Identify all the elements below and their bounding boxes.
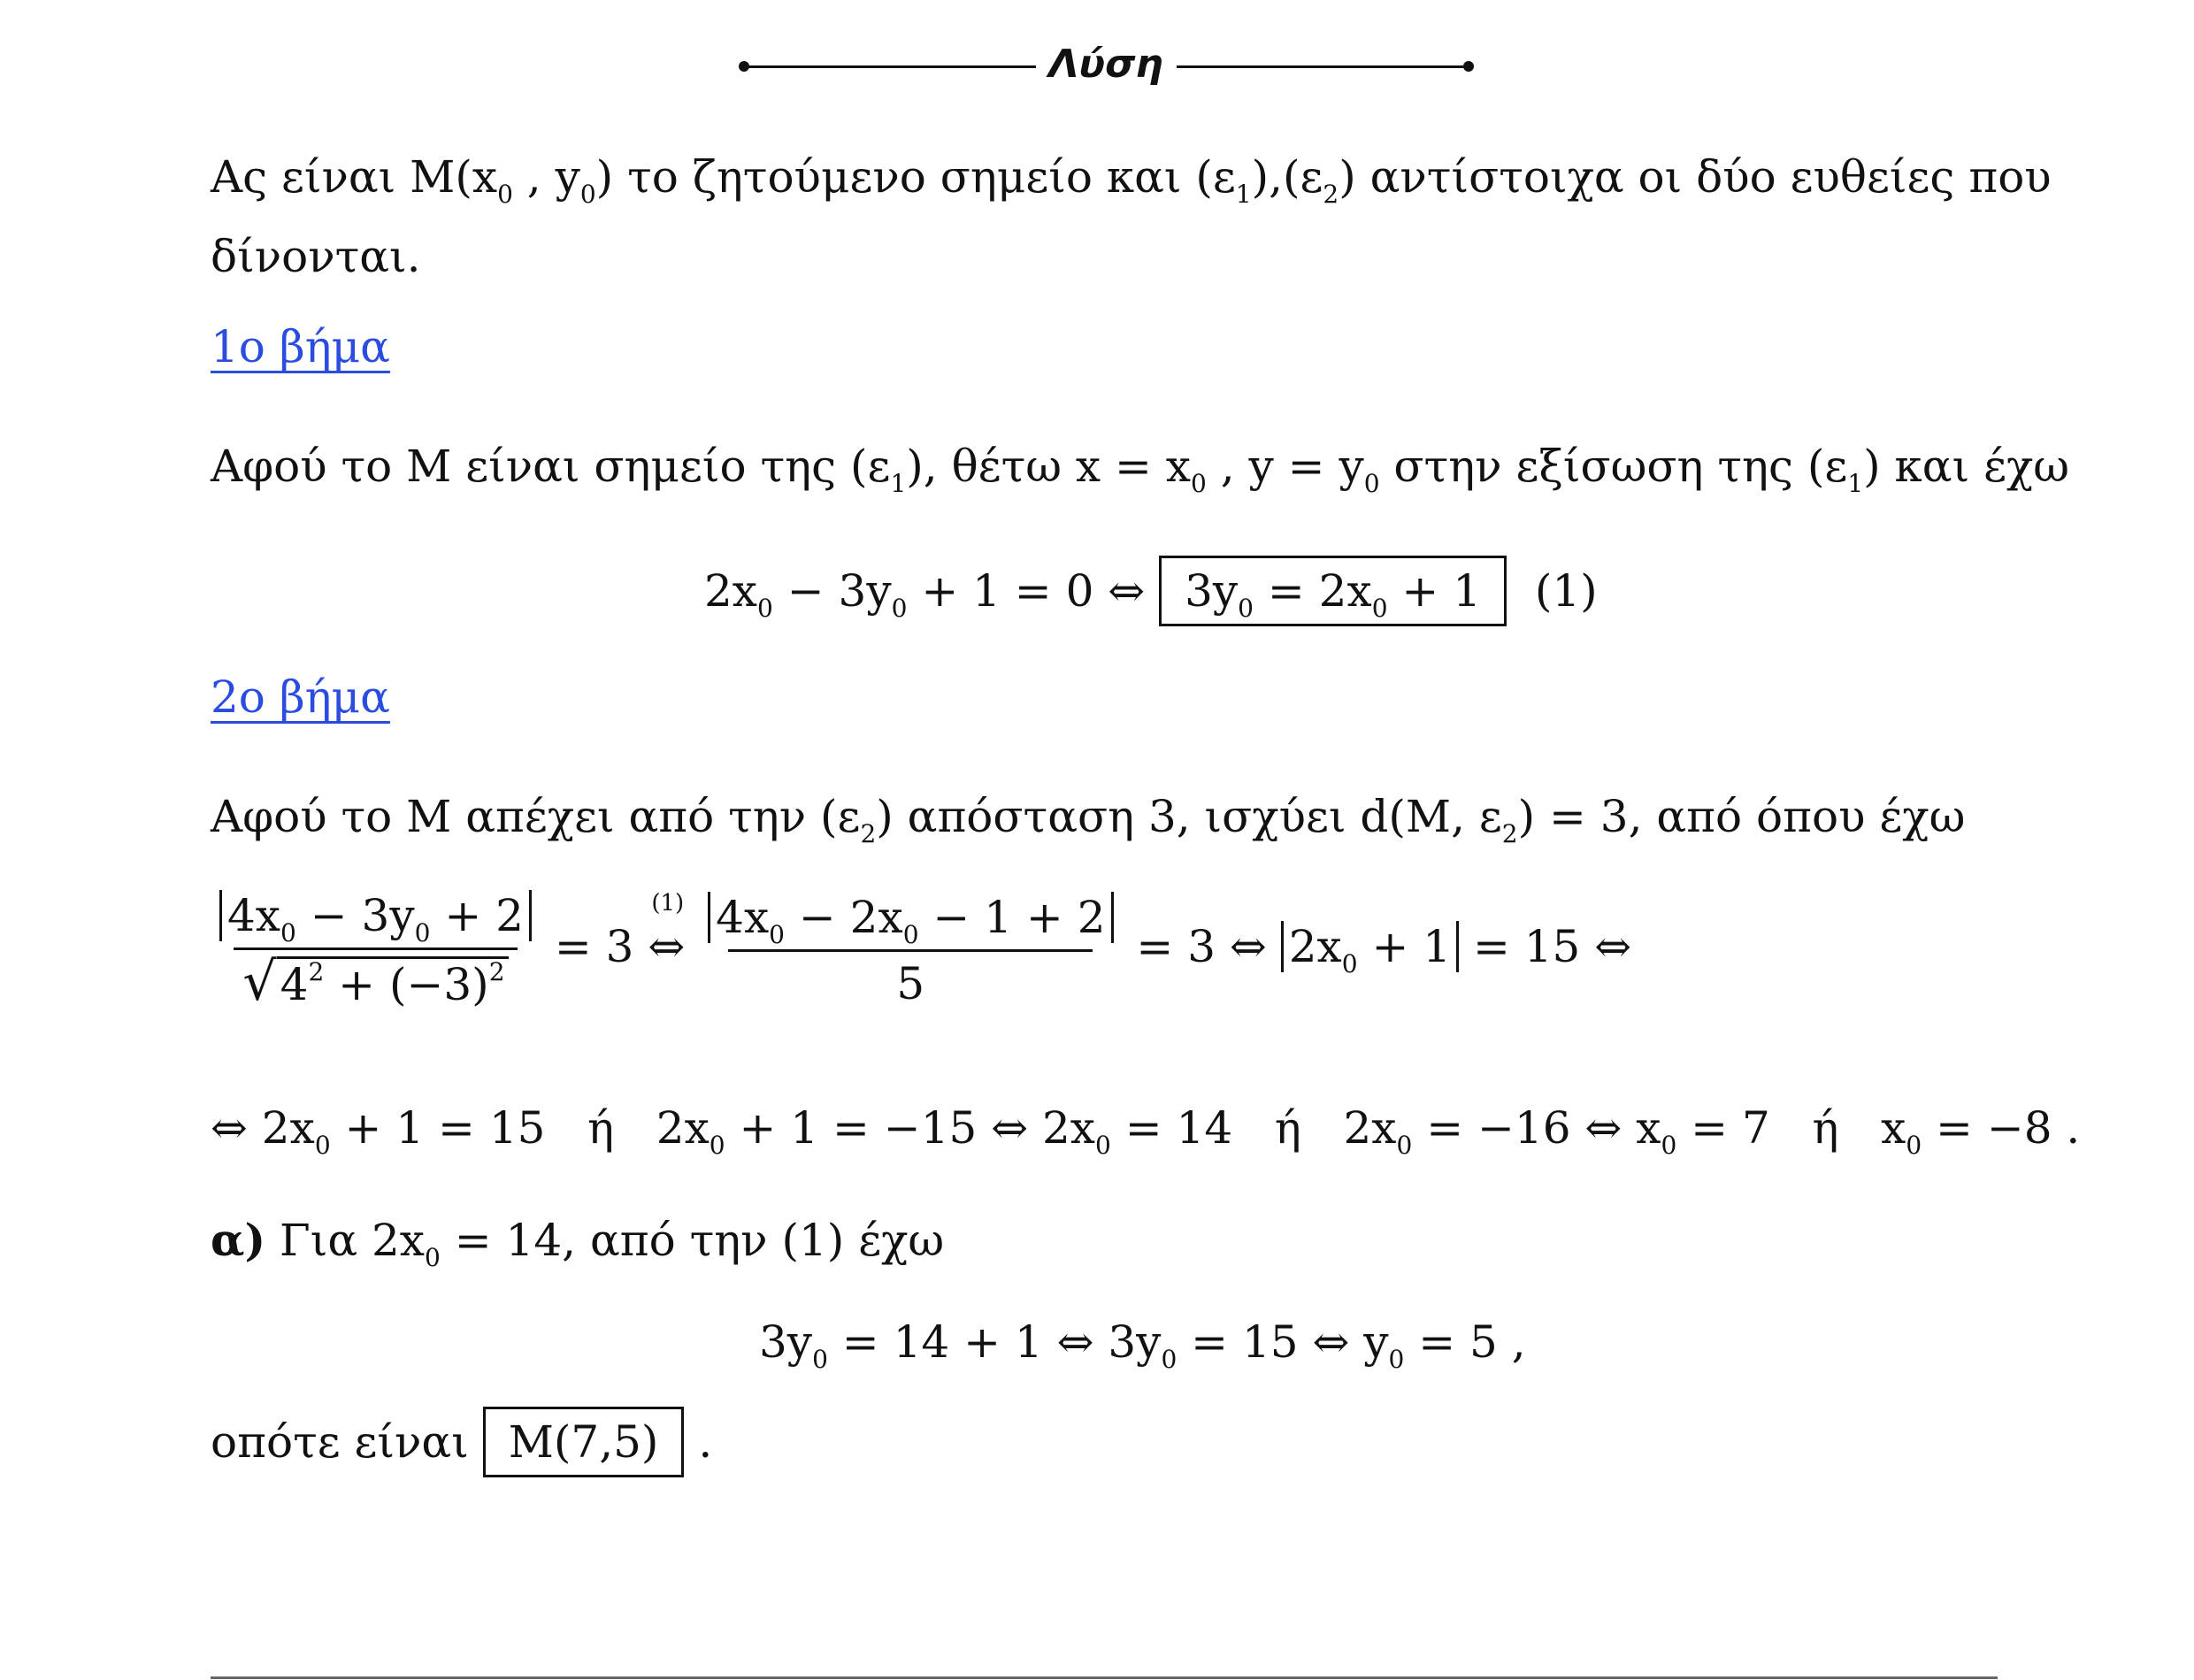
step-1-text: Αφού το Μ είναι σημείο της $(\varepsilon_1)$, θέτω $x = x_0$ , $y = y_0$ στην εξίσωση της $(\varepsilon_1)$ και έχω (211, 441, 2070, 498)
substitution: $x = x_0$ , $y = y_0$ (1075, 441, 1380, 498)
solutions-line: ⇔ $2x_0 + 1 = 15$ ή $2x_0 + 1 = -15$ ⇔ $2x_0 = 14$ ή $2x_0 = -16$ ⇔ $x_0 = 7$ ή $x_0 = -8$ . (211, 1102, 2081, 1160)
distance-expression: d(M, $\varepsilon_2) = 3$ (1360, 791, 1629, 848)
point-m: $M(x_0$ , $y_0$) (410, 151, 614, 209)
lines-e1-e2: $(\varepsilon_1),(\varepsilon_2)$ (1195, 151, 1356, 209)
result-box: Μ(7,5) (483, 1407, 685, 1477)
case-a-text: α) Για $2x_0 = 14$, από την (1) έχω (211, 1214, 945, 1272)
distance-fraction: $\frac{4x_0 - 3y_0 + 2}{√4^2 + (-3)^2}$ (211, 889, 541, 1011)
solution-heading (0, 35, 2194, 97)
boxed-equation: $3y_0 = 2x_0 + 1$ (1159, 556, 1507, 626)
intro-line-2: δίνονται. (211, 231, 421, 282)
step-1-label[interactable]: 1ο βήμα (211, 321, 390, 372)
substituted-fraction: $\frac{4x_0 - 2x_0 - 1 + 2}{5}$ (699, 891, 1122, 1010)
heading-left-rule (744, 65, 1036, 68)
case-a-equation: $3y_0 = 14 + 1$ ⇔ $3y_0 = 15$ ⇔ $y_0 = 5$ , (759, 1316, 1526, 1374)
equation-number: (1) (1534, 565, 1598, 617)
footer-rule (211, 1676, 1998, 1679)
conclusion-line: οπότε είναι Μ(7,5) . (211, 1407, 712, 1477)
equation-1: $2x_0 - 3y_0 + 1 = 0$ ⇔ $3y_0 = 2x_0 + 1$ (1) (704, 556, 1598, 626)
case-a-label: α) (211, 1214, 266, 1266)
step-2-label[interactable]: 2ο βήμα (211, 671, 390, 723)
step-2-text: Αφού το Μ απέχει από την $(\varepsilon_2)$ απόσταση 3, ισχύει d(M, $\varepsilon_2) = 3$, από όπου έχω (211, 791, 1966, 848)
solution-title: Λύση (1048, 42, 1163, 87)
distance-equation: $\frac{4x_0 - 3y_0 + 2}{√4^2 + (-3)^2}$ = 3 (1) ⇔ $\frac{4x_0 - 2x_0 - 1 + 2}{5}$ = 3 ⇔ $2x_0 + 1 = 15$ ⇔ (211, 889, 1631, 1011)
heading-right-dot (1463, 61, 1474, 72)
heading-right-rule (1177, 65, 1469, 68)
intro-line-1: Ας είναι $M(x_0$ , $y_0$) το ζητούμενο σημείο και $(\varepsilon_1),(\varepsilon_2)$ αντίστοιχα οι δύο ευθείες που (211, 151, 2052, 209)
